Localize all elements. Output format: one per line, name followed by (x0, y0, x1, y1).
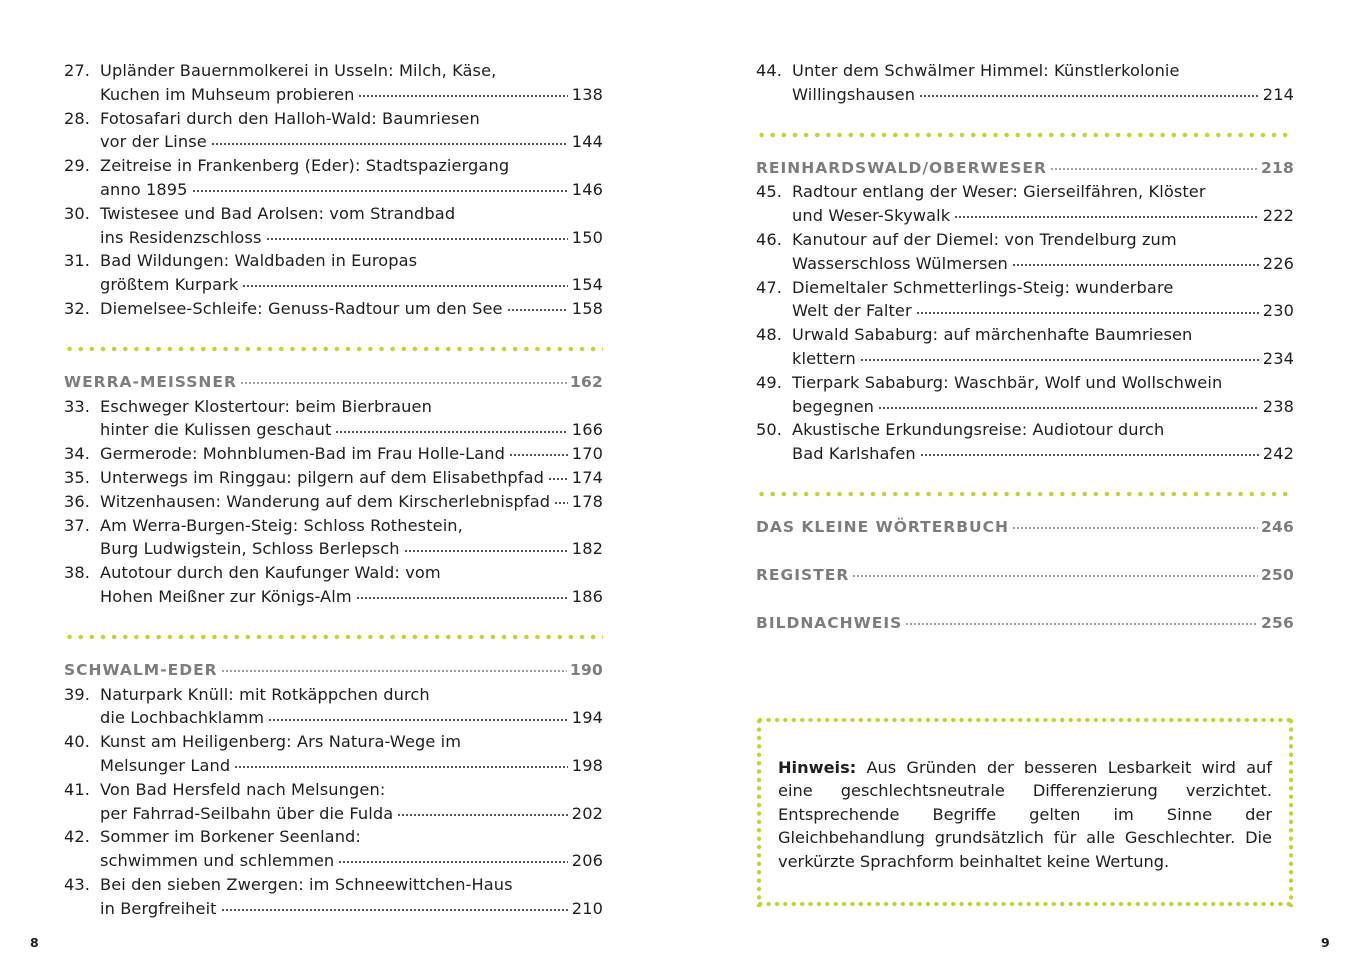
toc-entry[interactable] (64, 873, 603, 921)
entry-number: 47. (756, 277, 783, 297)
dot-leader (397, 802, 568, 818)
entry-title-line: Kanutour auf der Diemel: von Trendelburg zum (792, 229, 1177, 249)
entry-page: 230 (1262, 301, 1294, 321)
entry-title-line: Burg Ludwigstein, Schloss Berlepsch (100, 539, 400, 559)
entry-page: 206 (571, 851, 603, 871)
entry-title-line: Tierpark Sababurg: Waschbär, Wolf und Wollschwein (792, 372, 1223, 392)
entry-title-line: Urwald Sababurg: auf märchenhafte Baumriesen (792, 325, 1193, 345)
toc-entry-line (756, 276, 1294, 300)
entry-title-line: Zeitreise in Frankenberg (Eder): Stadtspaziergang (100, 156, 510, 176)
section-page: 246 (1261, 517, 1294, 536)
toc-entry-line (64, 442, 603, 466)
dot-leader (548, 467, 568, 483)
dotted-divider (64, 346, 603, 352)
entry-number: 33. (64, 396, 91, 416)
toc-entry[interactable] (64, 825, 603, 873)
section-heading[interactable] (64, 659, 603, 683)
toc-entry-line (64, 249, 603, 273)
entry-title-line: Upländer Bauernmolkerei in Usseln: Milch, Käse, (100, 61, 497, 80)
toc-entry-line (756, 395, 1294, 419)
entry-title-line: Willingshausen (792, 84, 916, 104)
entry-title-line: in Bergfreiheit (100, 898, 217, 918)
entry-page: 186 (571, 586, 603, 606)
entry-page: 166 (571, 420, 603, 440)
dot-leader (240, 371, 567, 387)
entry-number: 38. (64, 563, 91, 583)
hint-text (778, 756, 1272, 873)
entry-title-line: Radtour entlang der Weser: Gierseilfähren, Klöster (792, 182, 1206, 202)
toc-entry-line (64, 418, 603, 442)
entry-number: 48. (756, 325, 783, 345)
toc-entry-line (64, 297, 603, 321)
toc-entry-line (64, 897, 603, 921)
entry-title-line: Naturpark Knüll: mit Rotkäppchen durch (100, 684, 430, 704)
hint-label: Hinweis: (778, 758, 857, 777)
entry-title-line: Unterwegs im Ringgau: pilgern auf dem Elisabethpfad (100, 467, 545, 487)
toc-group (756, 180, 1294, 466)
dot-leader (266, 226, 568, 242)
entry-title-line: Bad Wildungen: Waldbaden in Europas (100, 251, 418, 271)
entry-title-line: die Lochbachklamm (100, 708, 265, 728)
entry-page: 222 (1262, 206, 1294, 226)
toc-entry[interactable] (64, 395, 603, 443)
right-page-column (756, 59, 1294, 635)
entry-page: 174 (571, 467, 603, 487)
toc-entry-line (64, 130, 603, 154)
toc-entry[interactable] (64, 107, 603, 155)
toc-entry[interactable] (64, 59, 603, 107)
section-heading[interactable] (756, 157, 1294, 181)
entry-number: 29. (64, 156, 91, 176)
entry-number: 42. (64, 827, 91, 847)
entry-title-line: anno 1895 (100, 179, 188, 199)
entry-number: 39. (64, 684, 91, 704)
entry-page: 150 (571, 227, 603, 247)
toc-entry-line (64, 107, 603, 131)
entry-page: 242 (1262, 444, 1294, 464)
section-page: 190 (570, 660, 603, 679)
toc-entry-line (64, 514, 603, 538)
entry-title-line: Bad Karlshafen (792, 444, 916, 464)
entry-page: 202 (571, 803, 603, 823)
dot-leader (954, 205, 1259, 221)
hint-border-top (756, 717, 1294, 723)
section-page: 218 (1261, 158, 1294, 177)
entry-number: 28. (64, 108, 91, 128)
entry-number: 40. (64, 732, 91, 752)
toc-entry-line (64, 59, 603, 83)
entry-page: 238 (1262, 396, 1294, 416)
entry-page: 154 (571, 275, 603, 295)
entry-title-line: Sommer im Borkener Seenland: (100, 827, 361, 847)
toc-entry[interactable] (64, 154, 603, 202)
dot-leader (1012, 516, 1258, 532)
entry-page: 214 (1262, 84, 1294, 104)
entry-title-line: Eschweger Klostertour: beim Bierbrauen (100, 396, 432, 416)
entry-title-line: Autotour durch den Kaufunger Wald: vom (100, 563, 441, 583)
entry-title-line: schwimmen und schlemmen (100, 851, 335, 871)
toc-entry[interactable] (756, 180, 1294, 228)
appendix-heading-register[interactable] (756, 564, 1294, 588)
toc-entry[interactable] (756, 276, 1294, 324)
entry-number: 49. (756, 372, 783, 392)
toc-entry[interactable] (64, 297, 603, 321)
entry-title-line: Wasserschloss Wülmersen (792, 253, 1008, 273)
toc-entry-line (756, 347, 1294, 371)
entry-title-line: Germerode: Mohnblumen-Bad im Frau Holle-Land (100, 444, 506, 464)
dot-leader (234, 755, 568, 771)
toc-entry[interactable] (64, 514, 603, 562)
toc-entry[interactable] (756, 418, 1294, 466)
toc-entry[interactable] (64, 442, 603, 466)
entry-number: 27. (64, 61, 91, 80)
toc-entry-line (64, 202, 603, 226)
dot-leader (268, 707, 568, 723)
section-page: 250 (1261, 565, 1294, 584)
dot-leader (905, 612, 1258, 628)
entry-title-line: Welt der Falter (792, 301, 912, 321)
entry-page: 194 (571, 708, 603, 728)
toc-entry[interactable] (64, 490, 603, 514)
entry-number: 50. (756, 420, 783, 440)
toc-entry-line (64, 585, 603, 609)
entry-page: 234 (1262, 348, 1294, 368)
entry-title-line: hinter die Kulissen geschaut (100, 420, 332, 440)
toc-entry[interactable] (756, 323, 1294, 371)
toc-entry-line (756, 442, 1294, 466)
hint-box (756, 717, 1294, 907)
toc-entry-line (64, 83, 603, 107)
toc-entry[interactable] (64, 730, 603, 778)
entry-page: 226 (1262, 253, 1294, 273)
dot-leader (356, 586, 568, 602)
entry-page: 178 (571, 491, 603, 511)
toc-entry-line (64, 825, 603, 849)
toc-entry[interactable] (756, 371, 1294, 419)
entry-number: 37. (64, 515, 91, 535)
entry-title-line: klettern (792, 348, 856, 368)
section-name: DAS KLEINE WÖRTERBUCH (756, 517, 1009, 536)
entry-number: 30. (64, 203, 91, 223)
entry-page: 182 (571, 539, 603, 559)
appendix-heading-dictionary[interactable] (756, 516, 1294, 540)
section-page: 162 (570, 372, 603, 391)
toc-entry-line (64, 154, 603, 178)
section-name: BILDNACHWEIS (756, 613, 903, 632)
dot-leader (509, 443, 568, 459)
entry-number: 46. (756, 229, 783, 249)
toc-entry-line (64, 178, 603, 202)
entry-title-line: Am Werra-Burgen-Steig: Schloss Rothestein, (100, 515, 463, 535)
entry-page: 170 (571, 444, 603, 464)
entry-title-line: Witzenhausen: Wanderung auf dem Kirscherlebnispfad (100, 491, 551, 511)
dot-leader (920, 443, 1259, 459)
toc-entry[interactable] (64, 202, 603, 250)
entry-title-line: Akustische Erkundungsreise: Audiotour durch (792, 420, 1165, 440)
entry-title-line: Bei den sieben Zwergen: im Schneewittchen-Haus (100, 874, 513, 894)
dot-leader (221, 898, 568, 914)
entry-page: 198 (571, 755, 603, 775)
hint-border-left (756, 717, 762, 907)
entry-page: 146 (571, 179, 603, 199)
hint-border-right (1288, 717, 1294, 907)
toc-entry[interactable] (64, 249, 603, 297)
section-heading[interactable] (64, 371, 603, 395)
toc-group (64, 59, 603, 321)
page-number-right: 9 (1321, 935, 1330, 950)
entry-number: 34. (64, 444, 91, 464)
toc-entry-line (64, 490, 603, 514)
toc-entry[interactable] (64, 561, 603, 609)
toc-entry-line (64, 730, 603, 754)
dot-leader (338, 850, 568, 866)
page-number-left: 8 (30, 935, 39, 950)
dot-leader (335, 419, 567, 435)
toc-entry-line (756, 83, 1294, 107)
dot-leader (211, 131, 568, 147)
entry-number: 45. (756, 182, 783, 202)
dot-leader (192, 179, 568, 195)
toc-group (756, 59, 1294, 107)
entry-title-line: Hohen Meißner zur Königs-Alm (100, 586, 352, 606)
entry-title-line: Diemeltaler Schmetterlings-Steig: wunderbare (792, 277, 1174, 297)
dotted-divider (756, 491, 1294, 497)
section-name: REGISTER (756, 565, 850, 584)
entry-title-line: und Weser-Skywalk (792, 206, 951, 226)
toc-entry-line (64, 706, 603, 730)
dot-leader (852, 564, 1258, 580)
entry-number: 41. (64, 779, 91, 799)
entry-title-line: Melsunger Land (100, 755, 231, 775)
entry-title-line: begegnen (792, 396, 875, 416)
toc-entry-line (756, 323, 1294, 347)
entry-title-line: größtem Kurpark (100, 275, 239, 295)
section-name: WERRA-MEISSNER (64, 372, 237, 391)
toc-entry-line (756, 204, 1294, 228)
entry-title-line: Von Bad Hersfeld nach Melsungen: (100, 779, 386, 799)
section-name: REINHARDSWALD/OBERWESER (756, 158, 1047, 177)
dot-leader (1050, 157, 1258, 173)
toc-entry[interactable] (64, 683, 603, 731)
dot-leader (1012, 253, 1259, 269)
dotted-divider (756, 132, 1294, 138)
toc-entry-line (64, 778, 603, 802)
entry-page: 158 (571, 298, 603, 318)
toc-entry-line (64, 683, 603, 707)
hint-body: Aus Gründen der besseren Lesbarkeit wird auf eine geschlechtsneutrale Differenzierung verzichtet. Entsprechende Begriffe gelten im Sinne der Gleichbehandlung grundsätzlich für alle Geschlechter. Die verkürzte Sprachform beinhaltet keine Wertung. (778, 758, 1272, 871)
dot-leader (507, 298, 568, 314)
section-name: SCHWALM-EDER (64, 660, 218, 679)
entry-number: 35. (64, 467, 91, 487)
toc-entry-line (756, 299, 1294, 323)
dot-leader (554, 491, 568, 507)
hint-border-bottom (756, 901, 1294, 907)
entry-page: 210 (571, 898, 603, 918)
toc-entry[interactable] (64, 466, 603, 490)
toc-entry-line (64, 537, 603, 561)
entry-title-line: ins Residenzschloss (100, 227, 262, 247)
entry-number: 43. (64, 874, 91, 894)
dot-leader (916, 300, 1259, 316)
toc-group (64, 395, 603, 609)
left-page-column (64, 59, 603, 921)
entry-title-line: vor der Linse (100, 132, 207, 152)
toc-entry-line (64, 849, 603, 873)
toc-entry-line (64, 395, 603, 419)
toc-entry-line (64, 466, 603, 490)
section-page: 256 (1261, 613, 1294, 632)
toc-entry-line (64, 561, 603, 585)
entry-number: 31. (64, 251, 91, 271)
entry-title-line: Kunst am Heiligenberg: Ars Natura-Wege im (100, 732, 462, 752)
dot-leader (860, 348, 1259, 364)
toc-entry-line (756, 418, 1294, 442)
entry-title-line: Kuchen im Muhseum probieren (100, 84, 355, 104)
toc-group (64, 683, 603, 921)
toc-entry-line (756, 180, 1294, 204)
toc-entry[interactable] (64, 778, 603, 826)
dot-leader (404, 538, 568, 554)
entry-title-line: Twistesee und Bad Arolsen: vom Strandbad (100, 203, 456, 223)
entry-title-line: Fotosafari durch den Halloh-Wald: Baumriesen (100, 108, 480, 128)
toc-entry-line (64, 273, 603, 297)
entry-number: 36. (64, 491, 91, 511)
entry-number: 44. (756, 61, 783, 80)
toc-entry-line (64, 873, 603, 897)
toc-entry-line (756, 59, 1294, 83)
toc-entry-line (64, 802, 603, 826)
entry-number: 32. (64, 298, 91, 318)
toc-entry-line (756, 228, 1294, 252)
entry-title-line: Diemelsee-Schleife: Genuss-Radtour um den See (100, 298, 503, 318)
appendix-heading-image-credits[interactable] (756, 612, 1294, 636)
toc-entry[interactable] (756, 228, 1294, 276)
toc-entry[interactable] (756, 59, 1294, 107)
toc-entry-line (756, 371, 1294, 395)
dot-leader (242, 274, 567, 290)
toc-entry-line (64, 226, 603, 250)
entry-page: 144 (571, 132, 603, 152)
dot-leader (221, 659, 567, 675)
toc-entry-line (64, 754, 603, 778)
entry-page: 138 (571, 84, 603, 104)
entry-title-line: per Fahrrad-Seilbahn über die Fulda (100, 803, 394, 823)
dot-leader (358, 84, 567, 100)
dot-leader (919, 84, 1259, 100)
entry-title-line: Unter dem Schwälmer Himmel: Künstlerkolonie (792, 61, 1180, 80)
dotted-divider (64, 634, 603, 640)
dot-leader (878, 395, 1259, 411)
toc-entry-line (756, 252, 1294, 276)
